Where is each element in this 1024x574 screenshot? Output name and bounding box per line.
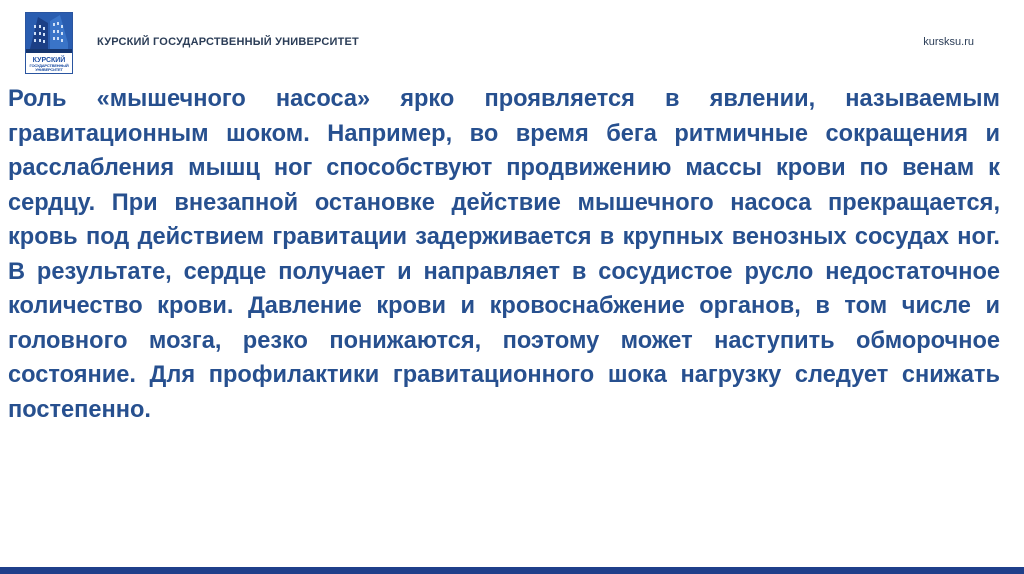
university-name: КУРСКИЙ ГОСУДАРСТВЕННЫЙ УНИВЕРСИТЕТ <box>97 36 359 48</box>
website-link[interactable]: kursksu.ru <box>923 36 974 48</box>
slide-header <box>0 0 1024 80</box>
slide-body-text: Роль «мышечного насоса» ярко проявляется в явлении, называемым гравитационным шоком. Например, во время бега ритмичные сокращения и расслабления мышц ног способствуют продвижению массы крови по венам к сердцу. При внезапной остановке действие мышечного насоса прекращается, кровь под действием гравитации задерживается в крупных венозных сосудах ног. В результате, сердце получает и направляет в сосудистое русло недостаточное количество крови. Давление крови и кровоснабжение органов, в том числе и головного мозга, резко понижаются, поэтому может наступить обморочное состояние. Для профилактики гравитационного шока нагрузку следует снижать постепенно. <box>8 86 1000 423</box>
logo-caption <box>26 57 72 72</box>
footer-bar <box>0 567 1024 574</box>
building-icon <box>26 13 72 53</box>
university-logo <box>25 12 73 74</box>
logo-word-1: КУРСКИЙ <box>32 57 66 64</box>
logo-word-3: УНИВЕРСИТЕТ <box>35 67 63 72</box>
logo-word-2: ГОСУДАРСТВЕННЫЙ <box>29 63 69 68</box>
